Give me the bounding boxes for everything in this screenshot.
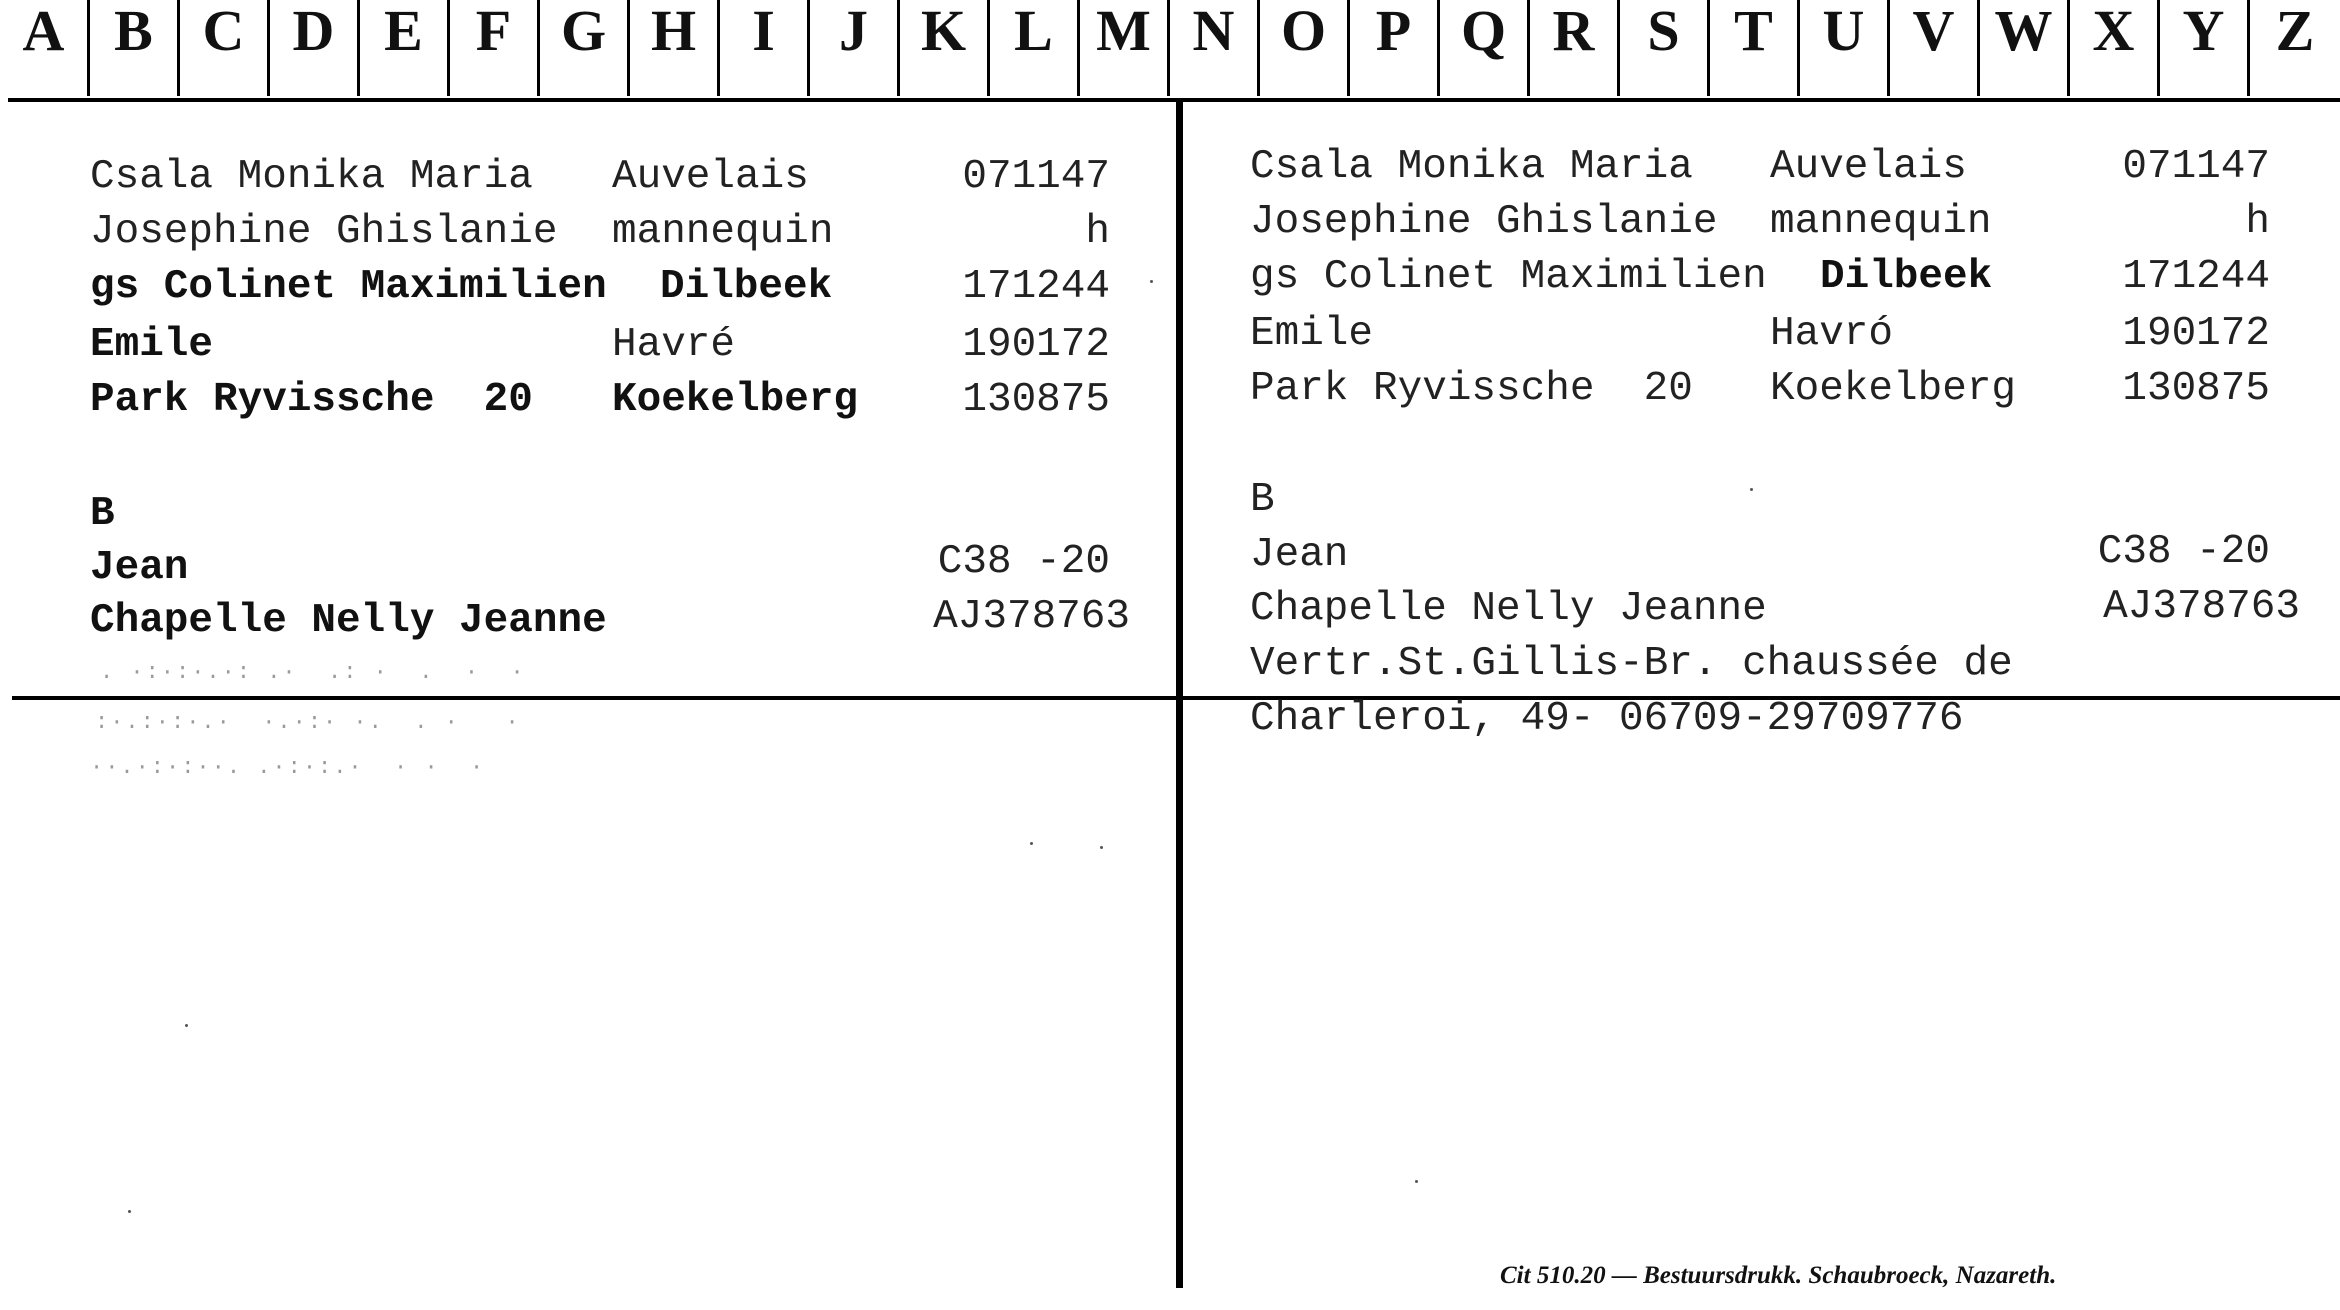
- speck: [1150, 280, 1153, 283]
- alphabet-letter-n: N: [1170, 0, 1260, 96]
- right-row5-place: Koekelberg: [1770, 366, 2017, 412]
- right-row7-code: AJ378763: [2103, 584, 2300, 630]
- alphabet-letter-i: I: [720, 0, 810, 96]
- alphabet-index-strip: [0, 0, 2340, 100]
- right-row4-place: Havró: [1770, 311, 1894, 357]
- alphabet-letter-v: V: [1890, 0, 1980, 96]
- left-row1-place: Auvelais: [612, 154, 809, 200]
- alphabet-letter-a: A: [0, 0, 90, 96]
- smudge-mark: . ·:·:·.·: .· .: · . · ·: [100, 660, 526, 685]
- right-row3-name: gs Colinet Maximilien: [1250, 254, 1767, 300]
- right-row3-code: 171244: [2122, 254, 2270, 300]
- top-rule: [8, 98, 2340, 102]
- alphabet-letter-k: K: [900, 0, 990, 96]
- left-row6-name: Jean: [90, 545, 189, 591]
- alphabet-letter-u: U: [1800, 0, 1890, 96]
- right-row1-place: Auvelais: [1770, 144, 1967, 190]
- left-row2-place: mannequin: [612, 209, 834, 255]
- right-address-line1: Vertr.St.Gillis-Br. chaussée de: [1250, 641, 2013, 687]
- alphabet-letter-x: X: [2070, 0, 2160, 96]
- left-row5-place: Koekelberg: [612, 377, 859, 423]
- right-row1-name: Csala Monika Maria: [1250, 144, 1693, 190]
- left-row3-place: Dilbeek: [660, 264, 833, 310]
- left-row7-code: AJ378763: [933, 594, 1130, 640]
- alphabet-letter-b: B: [90, 0, 180, 96]
- left-row1-name: Csala Monika Maria: [90, 154, 533, 200]
- alphabet-letter-l: L: [990, 0, 1080, 96]
- printer-imprint: Cit 510.20 — Bestuursdrukk. Schaubroeck, Nazareth.: [1500, 1262, 2057, 1289]
- left-row7-name: Chapelle Nelly Jeanne: [90, 598, 607, 644]
- right-row4-name: Emile: [1250, 311, 1374, 357]
- left-row3-name: gs Colinet Maximilien: [90, 264, 607, 310]
- alphabet-letter-c: C: [180, 0, 270, 96]
- smudge-mark: :·.:·:·.· ·.·:· ·. . · ·: [95, 710, 521, 735]
- left-row5-code: 130875: [962, 377, 1110, 423]
- speck: [1030, 842, 1033, 845]
- right-row5-code: 130875: [2122, 366, 2270, 412]
- middle-rule: [12, 696, 2340, 700]
- left-row3-code: 171244: [962, 264, 1110, 310]
- alphabet-letter-p: P: [1350, 0, 1440, 96]
- speck: [128, 1210, 131, 1213]
- alphabet-letter-o: O: [1260, 0, 1350, 96]
- alphabet-letter-t: T: [1710, 0, 1800, 96]
- right-row7-name: Chapelle Nelly Jeanne: [1250, 586, 1767, 632]
- alphabet-letter-m: M: [1080, 0, 1170, 96]
- alphabet-letter-h: H: [630, 0, 720, 96]
- left-row2-code: h: [1085, 209, 1110, 255]
- right-address-line2: Charleroi, 49- 06709-29709776: [1250, 696, 1964, 742]
- alphabet-letter-d: D: [270, 0, 360, 96]
- center-divider: [1176, 100, 1183, 1288]
- left-row4-place: Havré: [612, 322, 736, 368]
- left-row2-name: Josephine Ghislanie: [90, 209, 558, 255]
- right-row1-code: 071147: [2122, 144, 2270, 190]
- right-row2-name: Josephine Ghislanie: [1250, 199, 1718, 245]
- right-row4-code: 190172: [2122, 311, 2270, 357]
- right-row2-place: mannequin: [1770, 199, 1992, 245]
- alphabet-letter-w: W: [1980, 0, 2070, 96]
- alphabet-letter-g: G: [540, 0, 630, 96]
- right-row2-code: h: [2245, 199, 2270, 245]
- right-row5-name: Park Ryvissche 20: [1250, 366, 1693, 412]
- left-row4-name: Emile: [90, 322, 214, 368]
- right-row6-name: Jean: [1250, 532, 1349, 578]
- left-section-letter: B: [90, 491, 115, 537]
- speck: [185, 1024, 188, 1027]
- alphabet-letter-s: S: [1620, 0, 1710, 96]
- speck: [1100, 846, 1103, 849]
- left-row1-code: 071147: [962, 154, 1110, 200]
- alphabet-letter-e: E: [360, 0, 450, 96]
- alphabet-letter-z: Z: [2275, 0, 2315, 63]
- left-row5-name: Park Ryvissche 20: [90, 377, 533, 423]
- right-row6-code: C38 -20: [2097, 529, 2270, 575]
- speck: [1750, 488, 1753, 491]
- alphabet-letter-y: Y: [2160, 0, 2250, 96]
- right-row3-place: Dilbeek: [1820, 254, 1993, 300]
- smudge-mark: ··.·:·:··. .·:·:.· · · ·: [90, 755, 486, 780]
- alphabet-letter-f: F: [450, 0, 540, 96]
- alphabet-letter-q: Q: [1440, 0, 1530, 96]
- right-section-letter: B: [1250, 477, 1275, 523]
- left-row4-code: 190172: [962, 322, 1110, 368]
- speck: [1415, 1180, 1418, 1183]
- alphabet-letter-j: J: [810, 0, 900, 96]
- alphabet-letter-r: R: [1530, 0, 1620, 96]
- left-row6-code: C38 -20: [937, 539, 1110, 585]
